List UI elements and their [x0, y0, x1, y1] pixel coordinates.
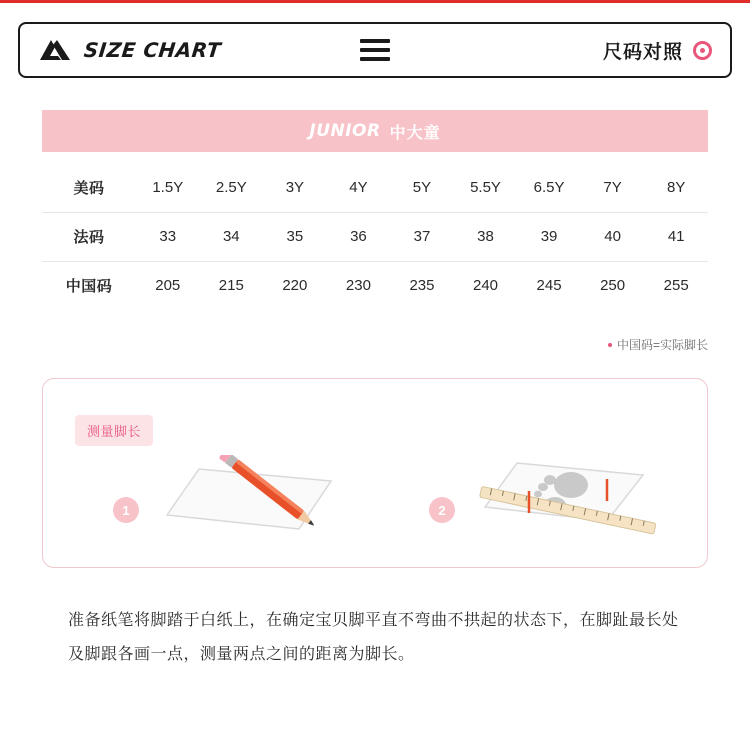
table-cell: 38: [454, 212, 518, 261]
table-cell: 5Y: [412, 178, 432, 196]
junior-banner: [42, 110, 708, 152]
table-cell: 215: [200, 261, 264, 310]
step-number-1: 1: [113, 497, 139, 523]
table-cell: 4Y: [349, 178, 368, 196]
table-cell: 6.5Y: [533, 178, 565, 196]
row-header: 美码: [73, 179, 105, 197]
measure-instructions-card: [42, 378, 708, 568]
banner-label-en: JUNIOR: [309, 121, 381, 141]
table-cell: 39: [517, 212, 581, 261]
table-cell: 41: [644, 212, 708, 261]
table-cell: 220: [263, 261, 327, 310]
measure-description-text: 准备纸笔将脚踏于白纸上，在确定宝贝脚平直不弯曲不拱起的状态下，在脚趾最长处及脚跟各画一点，测量两点之间的距离为脚长。: [68, 612, 679, 663]
table-cell: 7Y: [603, 178, 622, 196]
table-cell: 230: [327, 261, 391, 310]
table-cell: 3Y: [285, 178, 305, 196]
target-circle-icon: [693, 41, 712, 60]
paper-and-pencil-illustration: [161, 455, 341, 535]
table-row: [42, 212, 708, 261]
table-cell: 33: [136, 212, 200, 261]
bullet-dot-icon: [608, 343, 612, 347]
table-note: [608, 336, 708, 353]
table-cell: 245: [517, 261, 581, 310]
page-header: [18, 22, 732, 78]
anta-logo-icon: [38, 37, 72, 63]
table-cell: 5.5Y: [470, 178, 501, 196]
brand-block: [38, 37, 221, 63]
row-header: 中国码: [42, 261, 136, 310]
table-cell: 34: [200, 212, 264, 261]
table-cell: 35: [263, 212, 327, 261]
table-note-text: 中国码=实际脚长: [616, 338, 708, 352]
hamburger-menu-icon[interactable]: [360, 39, 390, 61]
header-right-block: [603, 37, 712, 64]
table-cell: 205: [136, 261, 200, 310]
table-cell: 37: [390, 212, 454, 261]
measure-tag: 测量脚长: [75, 415, 153, 446]
table-cell: 255: [644, 261, 708, 310]
page-title-cn: 尺码对照: [602, 41, 683, 63]
table-cell: 240: [454, 261, 518, 310]
top-red-rule: [0, 0, 750, 3]
table-cell: 8Y: [667, 178, 686, 196]
table-row: [42, 261, 708, 310]
table-cell: 36: [327, 212, 391, 261]
table-cell: 235: [390, 261, 454, 310]
row-header: 法码: [42, 212, 136, 261]
table-cell: 250: [581, 261, 645, 310]
foot-on-paper-with-ruler-illustration: [475, 455, 665, 541]
page-title: SIZE CHART: [82, 38, 223, 62]
table-cell: 1.5Y: [152, 178, 184, 196]
size-conversion-table: [42, 163, 708, 310]
table-cell: 40: [581, 212, 645, 261]
banner-label-cn: 中大童: [389, 124, 441, 142]
table-cell: 2.5Y: [215, 178, 247, 196]
table-row: [42, 163, 708, 212]
step-number-2: 2: [429, 497, 455, 523]
